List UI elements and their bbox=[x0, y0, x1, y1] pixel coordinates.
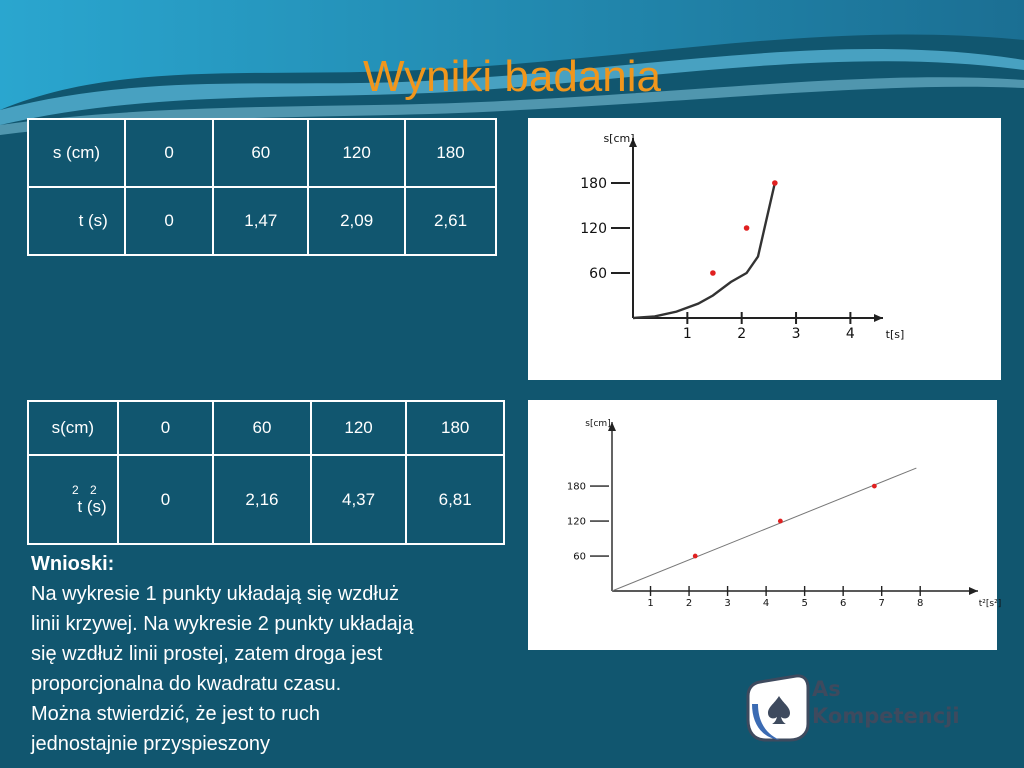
table-cell: 0 bbox=[118, 455, 213, 544]
table-cell: 180 bbox=[406, 401, 504, 455]
page-title: Wyniki badania bbox=[363, 52, 661, 101]
y-axis-label: s[cm] bbox=[585, 419, 611, 429]
table-row bbox=[28, 455, 504, 544]
conclusion-line: się wzdłuż linii prostej, zatem droga jest bbox=[31, 643, 383, 665]
row-label: t (s) bbox=[77, 496, 107, 516]
chart-panel-2 bbox=[528, 400, 1002, 650]
table-cell: 1,47 bbox=[213, 187, 308, 255]
x-axis-arrow bbox=[969, 587, 978, 595]
x-tick-label: 4 bbox=[845, 326, 855, 342]
table-cell: 2,61 bbox=[405, 187, 496, 255]
x-tick-label: 5 bbox=[801, 598, 808, 609]
logo-line: Kompetencji bbox=[812, 704, 960, 728]
y-axis-label: s[cm] bbox=[603, 132, 635, 145]
data-point bbox=[693, 554, 698, 559]
conclusion-line: Można stwierdzić, że jest to ruch bbox=[31, 703, 320, 725]
table-row bbox=[28, 119, 496, 187]
spade-icon bbox=[746, 674, 810, 744]
conclusion-line: jednostajnie przyspieszony bbox=[31, 733, 271, 755]
x-tick-label: 2 bbox=[685, 598, 693, 609]
y-tick-label: 60 bbox=[573, 551, 586, 563]
logo bbox=[746, 674, 976, 754]
data-point bbox=[744, 225, 750, 231]
table-cell: 4,37 bbox=[311, 455, 407, 544]
table-cell: 0 bbox=[125, 119, 214, 187]
table-time-distance bbox=[27, 118, 497, 256]
logo-text bbox=[812, 676, 960, 730]
x-tick-label: 2 bbox=[737, 326, 747, 342]
table-cell: t (s) bbox=[28, 187, 125, 255]
y-tick-label: 180 bbox=[566, 481, 586, 493]
data-line bbox=[633, 183, 775, 318]
x-tick-label: 1 bbox=[647, 598, 654, 609]
conclusion-line: proporcjonalna do kwadratu czasu. bbox=[31, 673, 342, 695]
table-cell: 120 bbox=[308, 119, 405, 187]
table-cell: 180 bbox=[405, 119, 496, 187]
table-cell: 2,09 bbox=[308, 187, 405, 255]
y-tick-label: 180 bbox=[580, 175, 607, 192]
x-tick-label: 1 bbox=[682, 326, 692, 342]
data-line bbox=[612, 468, 916, 591]
superscript: 2 2 bbox=[72, 482, 101, 497]
x-tick-label: 4 bbox=[762, 598, 770, 609]
table-cell: 120 bbox=[311, 401, 407, 455]
table-cell: s (cm) bbox=[28, 119, 125, 187]
conclusions-heading: Wnioski: bbox=[31, 553, 115, 575]
chart-distance-vs-time-squared bbox=[528, 400, 1002, 650]
conclusions bbox=[31, 549, 531, 759]
data-point bbox=[778, 519, 783, 524]
x-tick-label: 6 bbox=[839, 598, 847, 609]
x-axis-label: t²[s²] bbox=[978, 599, 1002, 609]
x-tick-label: 3 bbox=[724, 598, 731, 609]
table-row bbox=[28, 401, 504, 455]
table-cell: s(cm) bbox=[28, 401, 118, 455]
chart-distance-vs-time bbox=[528, 118, 1001, 380]
y-tick-label: 120 bbox=[566, 516, 586, 528]
conclusion-line: Na wykresie 1 punkty układają się wzdłuż bbox=[31, 583, 399, 605]
conclusion-line: linii krzywej. Na wykresie 2 punkty układają bbox=[31, 613, 414, 635]
table-cell: 0 bbox=[118, 401, 213, 455]
table-cell: 60 bbox=[213, 119, 308, 187]
x-tick-label: 3 bbox=[791, 326, 801, 342]
x-tick-label: 7 bbox=[878, 598, 885, 609]
y-tick-label: 120 bbox=[580, 220, 607, 237]
table-cell: 2,16 bbox=[213, 455, 311, 544]
data-point bbox=[872, 484, 877, 489]
data-point bbox=[772, 180, 778, 186]
logo-line: As bbox=[812, 677, 841, 701]
x-tick-label: 8 bbox=[917, 598, 924, 609]
table-cell: 0 bbox=[125, 187, 214, 255]
table-row bbox=[28, 187, 496, 255]
table-cell bbox=[28, 455, 118, 544]
table-cell: 60 bbox=[213, 401, 311, 455]
x-axis-label: t[s] bbox=[885, 328, 905, 341]
data-point bbox=[710, 270, 716, 276]
table-cell: 6,81 bbox=[406, 455, 504, 544]
chart-panel-1 bbox=[528, 118, 1001, 380]
table-time-squared-distance bbox=[27, 400, 505, 545]
y-tick-label: 60 bbox=[589, 265, 607, 282]
x-axis-arrow bbox=[874, 314, 883, 322]
